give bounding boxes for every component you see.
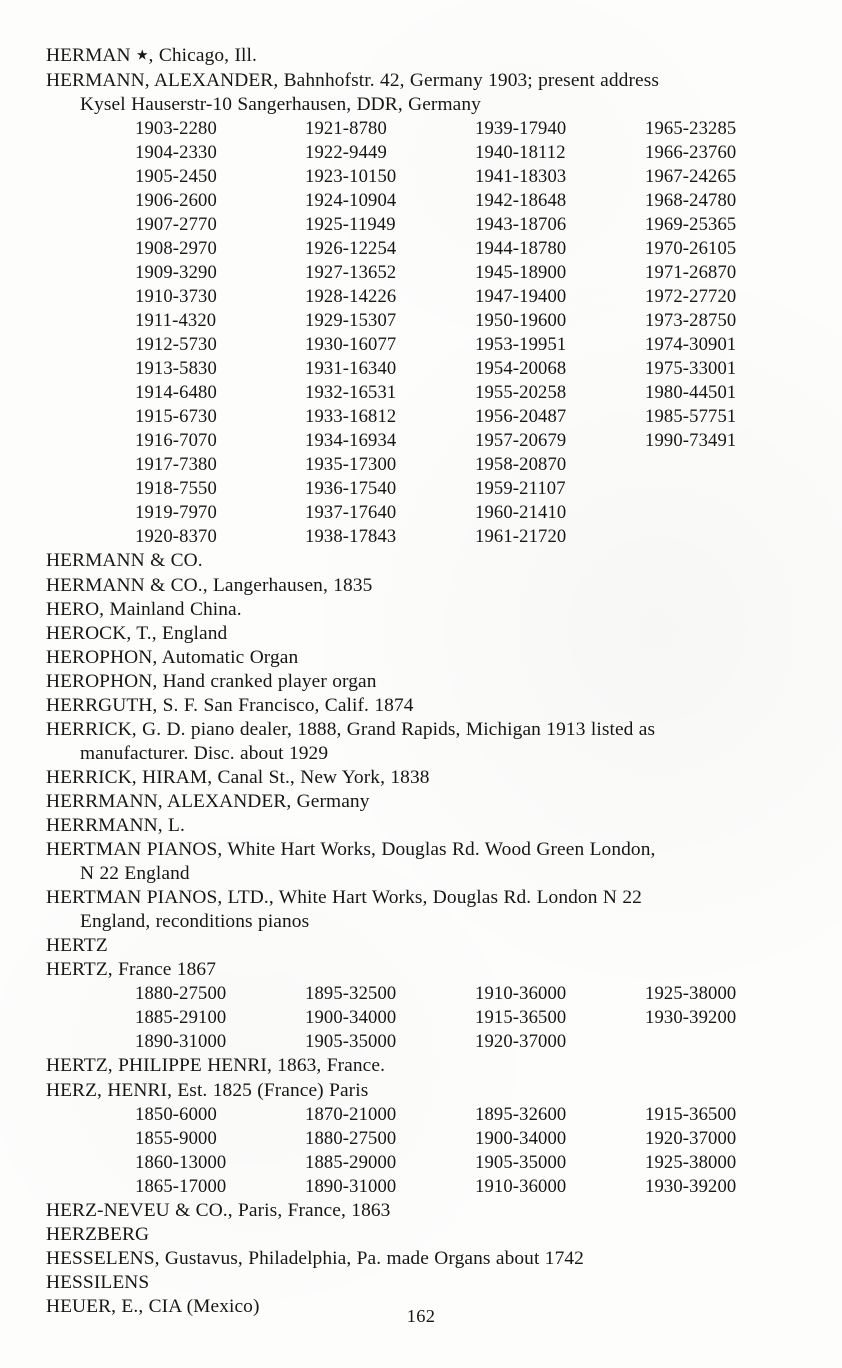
entry-list-after-hertz xyxy=(46,1054,798,1102)
serial-entry: 1903-2280 xyxy=(135,117,217,139)
serial-entry: 1960-21410 xyxy=(475,502,567,524)
serial-entry: 1959-21107 xyxy=(475,478,566,500)
entry-text-after-star: , Chicago, Ill. xyxy=(148,45,257,66)
serial-entry: 1895-32500 xyxy=(305,983,397,1005)
list-item: HERRICK, HIRAM, Canal St., New York, 1838 xyxy=(46,766,430,788)
serial-entry: 1925-38000 xyxy=(645,1151,737,1173)
list-item: HEROPHON, Automatic Organ xyxy=(46,646,299,668)
serial-entry: 1965-23285 xyxy=(645,117,737,139)
serial-entry: 1917-7380 xyxy=(135,454,217,476)
list-item-continuation: Kysel Hauserstr-10 Sangerhausen, DDR, Germany xyxy=(80,93,481,115)
serial-entry: 1966-23760 xyxy=(645,141,737,163)
serial-entry: 1923-10150 xyxy=(305,165,397,187)
serial-entry: 1975-33001 xyxy=(645,358,737,380)
serial-entry: 1915-36500 xyxy=(475,1007,567,1029)
serial-entry: 1967-24265 xyxy=(645,165,737,187)
serial-entry: 1958-20870 xyxy=(475,454,567,476)
list-item: HEUER, E., CIA (Mexico) xyxy=(46,1295,260,1317)
list-item-continuation: N 22 England xyxy=(80,863,190,885)
serial-entry: 1900-34000 xyxy=(305,1007,397,1029)
list-item: HERZ, HENRI, Est. 1825 (France) Paris xyxy=(46,1079,369,1101)
list-item: HERMANN & CO. xyxy=(46,550,203,572)
serial-entry: 1895-32600 xyxy=(475,1103,567,1125)
list-item: HESSELENS, Gustavus, Philadelphia, Pa. made Organs about 1742 xyxy=(46,1247,584,1269)
serial-entry: 1930-39200 xyxy=(645,1007,737,1029)
list-item: HERO, Mainland China. xyxy=(46,598,242,620)
list-item: HERTZ xyxy=(46,935,108,957)
serial-entry: 1972-27720 xyxy=(645,285,737,307)
entry-list-bottom xyxy=(46,1199,798,1319)
serial-entry: 1921-8780 xyxy=(305,117,387,139)
serial-entry: 1885-29000 xyxy=(305,1151,397,1173)
serial-number-table-herz-henri xyxy=(135,1103,798,1199)
serial-entry: 1900-34000 xyxy=(475,1127,567,1149)
serial-entry: 1914-6480 xyxy=(135,382,217,404)
serial-entry: 1968-24780 xyxy=(645,189,737,211)
serial-entry: 1944-18780 xyxy=(475,237,567,259)
serial-entry: 1855-9000 xyxy=(135,1127,217,1149)
serial-entry: 1933-16812 xyxy=(305,406,397,428)
serial-entry: 1880-27500 xyxy=(135,983,227,1005)
serial-entry: 1971-26870 xyxy=(645,261,737,283)
serial-entry: 1934-16934 xyxy=(305,430,397,452)
serial-entry: 1936-17540 xyxy=(305,478,397,500)
serial-entry: 1961-21720 xyxy=(475,526,567,548)
serial-entry: 1909-3290 xyxy=(135,261,217,283)
serial-entry: 1938-17843 xyxy=(305,526,397,548)
serial-entry: 1910-36000 xyxy=(475,1175,567,1197)
list-item: HERRMANN, L. xyxy=(46,815,185,836)
serial-entry: 1885-29100 xyxy=(135,1007,227,1029)
serial-entry: 1912-5730 xyxy=(135,334,217,356)
serial-entry: 1930-39200 xyxy=(645,1175,737,1197)
serial-entry: 1890-31000 xyxy=(135,1031,227,1053)
serial-entry: 1905-35000 xyxy=(305,1031,397,1053)
serial-entry: 1947-19400 xyxy=(475,285,567,307)
serial-entry: 1919-7970 xyxy=(135,502,217,524)
list-item: HERMANN, ALEXANDER, Bahnhofstr. 42, Germany 1903; present address xyxy=(46,69,660,91)
serial-entry: 1950-19600 xyxy=(475,310,567,332)
serial-entry: 1929-15307 xyxy=(305,310,397,332)
list-item: HERTMAN PIANOS, White Hart Works, Douglas Rd. Wood Green London, xyxy=(46,839,656,861)
serial-entry: 1922-9449 xyxy=(305,141,387,163)
serial-entry: 1904-2330 xyxy=(135,141,217,163)
list-item-continuation: manufacturer. Disc. about 1929 xyxy=(80,742,329,764)
entry-list-middle xyxy=(46,549,798,982)
serial-entry: 1943-18706 xyxy=(475,213,567,235)
list-item xyxy=(46,44,798,69)
serial-entry: 1850-6000 xyxy=(135,1103,217,1125)
serial-entry: 1918-7550 xyxy=(135,478,217,500)
serial-entry: 1932-16531 xyxy=(305,382,397,404)
serial-entry: 1908-2970 xyxy=(135,237,217,259)
serial-entry: 1905-35000 xyxy=(475,1151,567,1173)
serial-entry: 1913-5830 xyxy=(135,358,217,380)
serial-entry: 1880-27500 xyxy=(305,1127,397,1149)
list-item: HERTZ, PHILIPPE HENRI, 1863, France. xyxy=(46,1055,386,1077)
serial-entry: 1926-12254 xyxy=(305,237,397,259)
serial-entry: 1955-20258 xyxy=(475,382,567,404)
list-item: HERZ-NEVEU & CO., Paris, France, 1863 xyxy=(46,1199,391,1221)
serial-entry: 1937-17640 xyxy=(305,502,397,524)
serial-entry: 1910-36000 xyxy=(475,983,567,1005)
serial-entry: 1870-21000 xyxy=(305,1103,397,1125)
serial-entry: 1970-26105 xyxy=(645,237,737,259)
serial-entry: 1990-73491 xyxy=(645,430,737,452)
serial-entry: 1927-13652 xyxy=(305,261,397,283)
serial-entry: 1890-31000 xyxy=(305,1175,397,1197)
page-content xyxy=(46,44,798,1319)
serial-entry: 1916-7070 xyxy=(135,430,217,452)
serial-entry: 1953-19951 xyxy=(475,334,567,356)
list-item: HERRMANN, ALEXANDER, Germany xyxy=(46,790,370,812)
serial-entry: 1920-37000 xyxy=(475,1031,567,1053)
serial-entry: 1969-25365 xyxy=(645,213,737,235)
serial-entry: 1941-18303 xyxy=(475,165,567,187)
serial-entry: 1915-36500 xyxy=(645,1103,737,1125)
serial-entry: 1980-44501 xyxy=(645,382,737,404)
serial-entry: 1945-18900 xyxy=(475,261,567,283)
serial-entry: 1974-30901 xyxy=(645,334,737,356)
serial-entry: 1924-10904 xyxy=(305,189,397,211)
list-item-continuation: England, reconditions pianos xyxy=(80,911,310,933)
serial-entry: 1985-57751 xyxy=(645,406,737,428)
entry-list-top xyxy=(46,44,798,117)
list-item: HERTZ, France 1867 xyxy=(46,959,216,981)
list-item: HEROCK, T., England xyxy=(46,622,228,644)
serial-entry: 1928-14226 xyxy=(305,285,397,307)
serial-entry: 1935-17300 xyxy=(305,454,397,476)
serial-entry: 1940-18112 xyxy=(475,141,566,163)
serial-entry: 1925-38000 xyxy=(645,983,737,1005)
page-number: 162 xyxy=(406,1306,436,1326)
serial-entry: 1956-20487 xyxy=(475,406,567,428)
serial-entry: 1920-8370 xyxy=(135,526,217,548)
serial-entry: 1911-4320 xyxy=(135,310,217,332)
serial-entry: 1942-18648 xyxy=(475,189,567,211)
serial-number-table-hermann-alexander xyxy=(135,117,798,550)
serial-entry: 1920-37000 xyxy=(645,1127,737,1149)
list-item: HERRICK, G. D. piano dealer, 1888, Grand Rapids, Michigan 1913 listed as xyxy=(46,718,656,740)
list-item: HERTMAN PIANOS, LTD., White Hart Works, Douglas Rd. London N 22 xyxy=(46,887,642,909)
serial-entry: 1954-20068 xyxy=(475,358,567,380)
serial-entry: 1930-16077 xyxy=(305,334,397,356)
serial-entry: 1907-2770 xyxy=(135,213,217,235)
list-item: HERMANN & CO., Langerhausen, 1835 xyxy=(46,574,373,596)
serial-entry: 1860-13000 xyxy=(135,1151,227,1173)
list-item: HERZBERG xyxy=(46,1223,150,1245)
list-item: HEROPHON, Hand cranked player organ xyxy=(46,670,377,692)
serial-number-table-hertz xyxy=(135,982,798,1054)
serial-entry: 1957-20679 xyxy=(475,430,567,452)
serial-entry: 1925-11949 xyxy=(305,213,396,235)
serial-entry: 1865-17000 xyxy=(135,1175,227,1197)
serial-entry: 1905-2450 xyxy=(135,165,217,187)
list-item: HESSILENS xyxy=(46,1271,150,1293)
serial-entry: 1906-2600 xyxy=(135,189,217,211)
serial-entry: 1939-17940 xyxy=(475,117,567,139)
serial-entry: 1973-28750 xyxy=(645,310,737,332)
list-item: HERRGUTH, S. F. San Francisco, Calif. 1874 xyxy=(46,694,414,716)
serial-entry: 1931-16340 xyxy=(305,358,397,380)
star-icon: ★ xyxy=(135,48,149,64)
serial-entry: 1915-6730 xyxy=(135,406,217,428)
serial-entry: 1910-3730 xyxy=(135,285,217,307)
entry-text-before-star: HERMAN xyxy=(46,45,136,66)
